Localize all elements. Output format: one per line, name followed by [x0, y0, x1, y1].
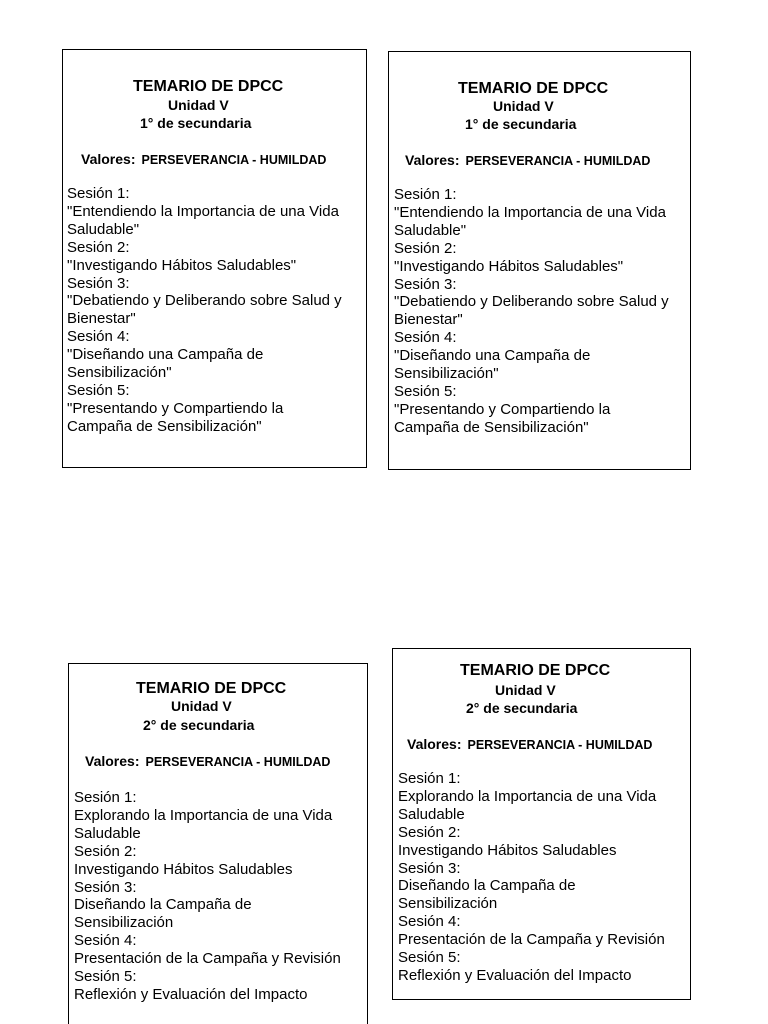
- card-title: TEMARIO DE DPCC: [458, 80, 609, 97]
- session-line: Sesión 4:: [394, 329, 457, 347]
- session-line: Sesión 1:: [67, 185, 130, 202]
- session-line: Sensibilización": [67, 364, 172, 382]
- session-line: Sesión 4:: [74, 932, 137, 950]
- session-line: Saludable: [398, 805, 465, 823]
- session-line: Sesión 5:: [398, 949, 461, 967]
- card-unit: Unidad V: [493, 98, 554, 114]
- values-text: PERSEVERANCIA - HUMILDAD: [467, 738, 653, 752]
- session-line: Investigando Hábitos Saludables: [398, 841, 617, 859]
- session-line: Sesión 1:: [394, 186, 457, 203]
- session-line: Explorando la Importancia de una Vida: [398, 787, 657, 805]
- session-line: Sesión 3:: [67, 274, 130, 292]
- values-line: [405, 152, 650, 168]
- values-line: [407, 736, 652, 752]
- session-line: Diseñando la Campaña de: [398, 877, 576, 895]
- session-line: Sesión 1:: [398, 770, 461, 787]
- values-label: Valores:: [407, 736, 462, 752]
- session-line: Campaña de Sensibilización": [67, 417, 262, 435]
- sessions-list: [394, 186, 669, 437]
- session-line: "Entendiendo la Importancia de una Vida: [394, 203, 666, 221]
- session-line: Sesión 5:: [67, 381, 130, 399]
- values-line: [85, 753, 330, 769]
- session-line: Saludable": [394, 221, 467, 239]
- session-line: Sesión 2:: [74, 842, 137, 860]
- session-line: Sesión 4:: [398, 913, 461, 931]
- session-line: "Debatiendo y Deliberando sobre Salud y: [394, 293, 669, 311]
- session-line: Bienestar": [394, 311, 463, 329]
- session-line: "Debatiendo y Deliberando sobre Salud y: [67, 292, 342, 310]
- session-line: "Entendiendo la Importancia de una Vida: [67, 202, 339, 220]
- session-line: Sesión 1:: [74, 789, 137, 806]
- session-line: Reflexión y Evaluación del Impacto: [74, 985, 308, 1003]
- card-title: TEMARIO DE DPCC: [133, 78, 284, 95]
- card-grade: 1° de secundaria: [140, 115, 252, 131]
- values-label: Valores:: [85, 753, 140, 769]
- session-line: "Diseñando una Campaña de: [67, 346, 264, 364]
- session-line: Investigando Hábitos Saludables: [74, 860, 293, 878]
- session-line: Bienestar": [67, 310, 136, 328]
- card-grade: 1° de secundaria: [465, 116, 577, 132]
- session-line: Sesión 3:: [394, 275, 457, 293]
- values-text: PERSEVERANCIA - HUMILDAD: [465, 154, 651, 168]
- session-line: Explorando la Importancia de una Vida: [74, 806, 333, 824]
- session-line: "Investigando Hábitos Saludables": [394, 257, 624, 275]
- session-line: Campaña de Sensibilización": [394, 418, 589, 436]
- values-line: [81, 151, 326, 167]
- card-unit: Unidad V: [168, 97, 229, 113]
- session-line: Sesión 5:: [74, 968, 137, 986]
- values-label: Valores:: [81, 151, 136, 167]
- session-line: Sesión 4:: [67, 328, 130, 346]
- sessions-list: [398, 770, 665, 985]
- temario-card-4: [392, 648, 691, 1000]
- session-line: Presentación de la Campaña y Revisión: [398, 931, 665, 949]
- sessions-list: [74, 789, 341, 1004]
- values-text: PERSEVERANCIA - HUMILDAD: [145, 755, 331, 769]
- temario-card-2: [388, 51, 691, 470]
- card-title: TEMARIO DE DPCC: [136, 680, 287, 697]
- session-line: Sesión 2:: [398, 823, 461, 841]
- session-line: Reflexión y Evaluación del Impacto: [398, 966, 632, 984]
- session-line: Sesión 3:: [74, 878, 137, 896]
- card-grade: 2° de secundaria: [466, 700, 578, 716]
- card-unit: Unidad V: [495, 682, 556, 698]
- session-line: Saludable": [67, 220, 140, 238]
- session-line: Diseñando la Campaña de: [74, 896, 252, 914]
- session-line: Sesión 2:: [394, 239, 457, 257]
- card-unit: Unidad V: [171, 698, 232, 714]
- sessions-list: [67, 185, 342, 436]
- values-label: Valores:: [405, 152, 460, 168]
- session-line: Sensibilización: [398, 895, 498, 913]
- session-line: "Investigando Hábitos Saludables": [67, 256, 297, 274]
- temario-card-3: [68, 663, 368, 1024]
- session-line: Saludable: [74, 824, 141, 842]
- session-line: Presentación de la Campaña y Revisión: [74, 950, 341, 968]
- session-line: "Diseñando una Campaña de: [394, 347, 591, 365]
- card-grade: 2° de secundaria: [143, 717, 255, 733]
- temario-card-1: [62, 49, 367, 468]
- session-line: Sensibilización: [74, 914, 174, 932]
- session-line: "Presentando y Compartiendo la: [394, 400, 611, 418]
- session-line: Sensibilización": [394, 365, 499, 383]
- values-text: PERSEVERANCIA - HUMILDAD: [141, 153, 327, 167]
- session-line: Sesión 5:: [394, 382, 457, 400]
- card-title: TEMARIO DE DPCC: [460, 662, 611, 679]
- session-line: "Presentando y Compartiendo la: [67, 399, 284, 417]
- session-line: Sesión 3:: [398, 859, 461, 877]
- session-line: Sesión 2:: [67, 238, 130, 256]
